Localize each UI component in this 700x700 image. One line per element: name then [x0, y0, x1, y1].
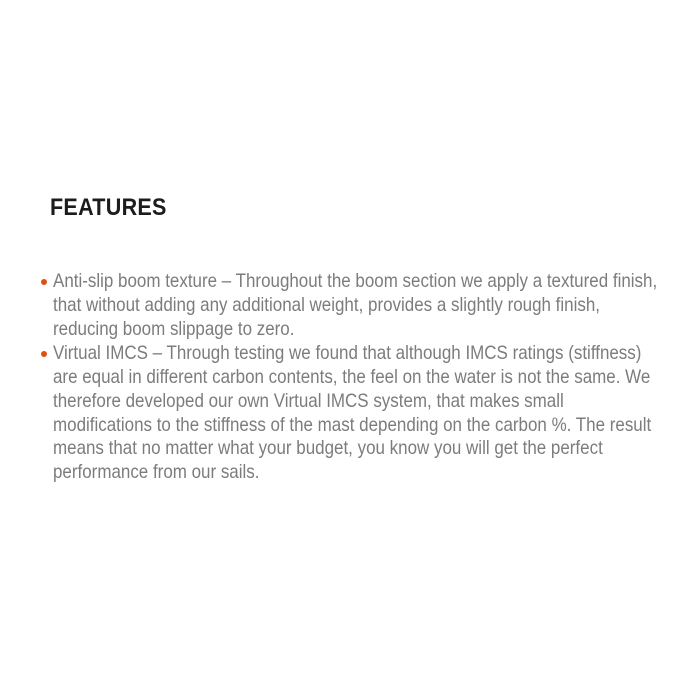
features-heading-label: FEATURES	[50, 194, 167, 221]
features-heading	[50, 194, 183, 222]
feature-item-anti-slip	[41, 270, 700, 341]
bullet-icon	[41, 351, 47, 357]
feature-item-virtual-imcs	[41, 342, 700, 485]
features-list	[41, 270, 700, 485]
feature-item-text: Virtual IMCS – Through testing we found that although IMCS ratings (stiffness) are equal in different carbon contents, the feel on the water is not the same. We therefore developed our own Virtual IMCS system, that makes small modifications to the stiffness of the mast depending on the carbon %. The result means that no matter what your budget, you know you will get the perfect performance from our sails.	[53, 342, 652, 483]
feature-item-text: Anti-slip boom texture – Throughout the boom section we apply a textured finish, that without adding any additional weight, provides a slightly rough finish, reducing boom slippage to zero.	[53, 270, 658, 340]
bullet-icon	[41, 279, 47, 285]
